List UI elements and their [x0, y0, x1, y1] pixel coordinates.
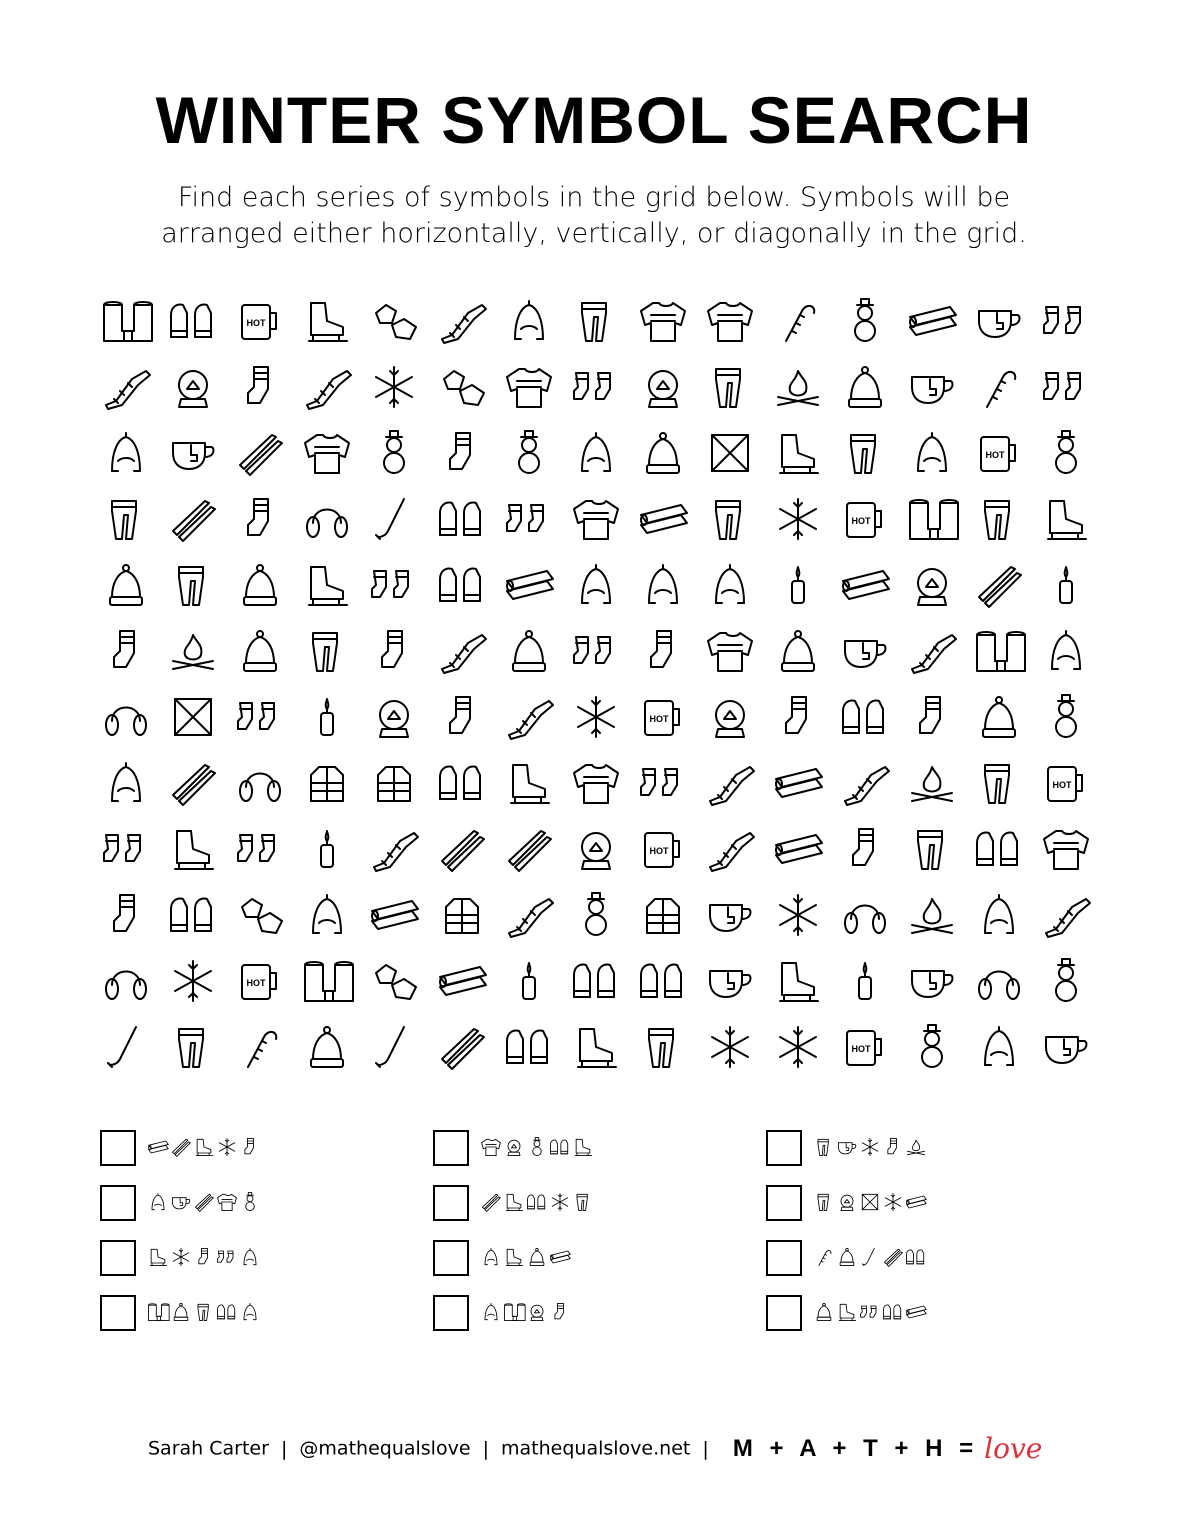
mittens-icon	[881, 1297, 905, 1327]
scarf-icon	[434, 618, 490, 684]
scarf-icon	[702, 750, 758, 816]
sock-icon	[548, 1297, 572, 1327]
skate-icon	[299, 552, 355, 618]
beanie-icon	[169, 1297, 193, 1327]
socks-icon	[501, 486, 557, 552]
checkbox[interactable]	[766, 1185, 802, 1221]
skate-icon	[568, 1014, 624, 1080]
footer-separator: |	[702, 1437, 709, 1460]
snowflake-icon	[770, 1014, 826, 1080]
snowflake-icon	[770, 882, 826, 948]
checkbox[interactable]	[433, 1130, 469, 1166]
logs-icon	[770, 816, 826, 882]
checklist-item	[766, 1130, 1086, 1174]
ice-icon	[366, 948, 422, 1014]
sweater-icon	[702, 288, 758, 354]
earmuffs-icon	[299, 486, 355, 552]
symbol-sequence	[479, 1297, 571, 1329]
checklist-item	[433, 1295, 753, 1339]
checkbox[interactable]	[100, 1130, 136, 1166]
hat-icon	[479, 1242, 503, 1272]
candle-icon	[1038, 552, 1094, 618]
sweater-icon	[479, 1132, 503, 1162]
sock-icon	[98, 882, 154, 948]
socks-icon	[568, 618, 624, 684]
sock-icon	[366, 618, 422, 684]
skate-icon	[165, 816, 221, 882]
boots-icon	[502, 1297, 526, 1327]
candle-icon	[299, 684, 355, 750]
mug-icon	[837, 1014, 893, 1080]
skis-icon	[434, 816, 490, 882]
scarf2-icon	[837, 420, 893, 486]
logs-icon	[904, 1297, 928, 1327]
checkbox[interactable]	[100, 1240, 136, 1276]
instructions-line-2: arranged either horizontally, vertically, or diagonally in the grid.	[161, 218, 1027, 249]
candycane-icon	[770, 288, 826, 354]
fire-icon	[165, 618, 221, 684]
checkbox[interactable]	[766, 1240, 802, 1276]
footer-site: mathequalslove.net	[501, 1437, 691, 1460]
skis-icon	[479, 1187, 503, 1217]
snowflake-icon	[568, 684, 624, 750]
symbol-sequence	[146, 1297, 261, 1329]
cup-icon	[169, 1187, 193, 1217]
beanie-icon	[835, 1242, 859, 1272]
logs-icon	[146, 1132, 170, 1162]
checkbox[interactable]	[100, 1295, 136, 1331]
jacket-icon	[299, 750, 355, 816]
mug-icon	[232, 288, 288, 354]
instructions	[0, 180, 1188, 252]
snowman-icon	[904, 1014, 960, 1080]
symbol-sequence	[812, 1242, 927, 1274]
footer-handle: @mathequalslove	[299, 1437, 471, 1460]
socks-icon	[568, 354, 624, 420]
scarf-icon	[501, 882, 557, 948]
mittens-icon	[525, 1187, 549, 1217]
checkbox[interactable]	[766, 1130, 802, 1166]
sock-icon	[434, 420, 490, 486]
hat-icon	[238, 1242, 262, 1272]
symbol-sequence	[479, 1242, 571, 1274]
mug-icon	[232, 948, 288, 1014]
cup-icon	[837, 618, 893, 684]
checklist-item	[433, 1130, 753, 1174]
beanie-icon	[770, 618, 826, 684]
globe-icon	[835, 1187, 859, 1217]
scarf-icon	[1038, 882, 1094, 948]
snowflake-icon	[215, 1132, 239, 1162]
checkbox[interactable]	[100, 1185, 136, 1221]
boots-icon	[146, 1297, 170, 1327]
sock-icon	[232, 354, 288, 420]
scarf2-icon	[971, 486, 1027, 552]
symbol-sequence	[146, 1187, 261, 1219]
scarf2-icon	[702, 354, 758, 420]
footer	[148, 1432, 1042, 1472]
mittens-icon	[971, 816, 1027, 882]
checklist-item	[100, 1185, 420, 1229]
fire-icon	[770, 354, 826, 420]
checkbox[interactable]	[433, 1185, 469, 1221]
logs-icon	[501, 552, 557, 618]
mug-icon	[635, 684, 691, 750]
mug-icon	[635, 816, 691, 882]
globe-icon	[525, 1297, 549, 1327]
boots-icon	[904, 486, 960, 552]
svg-text:HOT: HOT	[985, 450, 1005, 460]
ice-icon	[232, 882, 288, 948]
svg-text:HOT: HOT	[246, 318, 266, 328]
hat-icon	[971, 882, 1027, 948]
scarf-icon	[98, 354, 154, 420]
hat-icon	[98, 420, 154, 486]
sweater-icon	[568, 750, 624, 816]
snowflake-icon	[858, 1132, 882, 1162]
candycane-icon	[232, 1014, 288, 1080]
skis-icon	[232, 420, 288, 486]
footer-separator: |	[482, 1437, 489, 1460]
footer-author: Sarah Carter	[148, 1437, 269, 1460]
mug-icon	[1038, 750, 1094, 816]
skate-icon	[571, 1132, 595, 1162]
sweater-icon	[702, 618, 758, 684]
scarf2-icon	[571, 1187, 595, 1217]
logs-icon	[770, 750, 826, 816]
symbol-sequence	[146, 1242, 261, 1274]
scarf2-icon	[192, 1297, 216, 1327]
symbol-sequence	[479, 1132, 594, 1164]
scarf2-icon	[904, 816, 960, 882]
cup-icon	[165, 420, 221, 486]
jacket-icon	[434, 882, 490, 948]
scarf-icon	[702, 816, 758, 882]
sock-icon	[904, 684, 960, 750]
candle-icon	[299, 816, 355, 882]
socks-icon	[1038, 288, 1094, 354]
skis-icon	[881, 1242, 905, 1272]
beanie-icon	[971, 684, 1027, 750]
earmuffs-icon	[98, 948, 154, 1014]
globe-icon	[568, 816, 624, 882]
earmuffs-icon	[98, 684, 154, 750]
snowflake-icon	[881, 1187, 905, 1217]
checklist-item	[766, 1295, 1086, 1339]
snowman-icon	[501, 420, 557, 486]
globe-icon	[904, 552, 960, 618]
svg-text:HOT: HOT	[1052, 780, 1072, 790]
skis-icon	[192, 1187, 216, 1217]
brand-love: love	[984, 1432, 1043, 1465]
skate-icon	[146, 1242, 170, 1272]
candle-icon	[770, 552, 826, 618]
socks-icon	[635, 750, 691, 816]
cup-icon	[702, 882, 758, 948]
ice-icon	[434, 354, 490, 420]
mittens-icon	[434, 552, 490, 618]
jacket-icon	[366, 750, 422, 816]
sweater-icon	[568, 486, 624, 552]
globe-icon	[165, 354, 221, 420]
skis-icon	[501, 816, 557, 882]
beanie-icon	[232, 618, 288, 684]
candycane-icon	[812, 1242, 836, 1272]
skis-icon	[434, 1014, 490, 1080]
scarf-icon	[434, 288, 490, 354]
sweater-icon	[501, 354, 557, 420]
hat-icon	[971, 1014, 1027, 1080]
scarf2-icon	[635, 1014, 691, 1080]
logs-icon	[904, 288, 960, 354]
hat-icon	[299, 882, 355, 948]
hat-icon	[501, 288, 557, 354]
mittens-icon	[434, 750, 490, 816]
checklist-item	[100, 1130, 420, 1174]
pillow-icon	[702, 420, 758, 486]
globe-icon	[702, 684, 758, 750]
sweater-icon	[215, 1187, 239, 1217]
snowflake-icon	[548, 1187, 572, 1217]
snowflake-icon	[366, 354, 422, 420]
hat-icon	[98, 750, 154, 816]
checkbox[interactable]	[766, 1295, 802, 1331]
hat-icon	[635, 552, 691, 618]
scarf-icon	[837, 750, 893, 816]
skate-icon	[502, 1242, 526, 1272]
scarf2-icon	[165, 1014, 221, 1080]
svg-text:HOT: HOT	[851, 1044, 871, 1054]
mug-icon	[837, 486, 893, 552]
snowman-icon	[1038, 948, 1094, 1014]
sock-icon	[837, 816, 893, 882]
fire-icon	[904, 882, 960, 948]
hat-icon	[479, 1297, 503, 1327]
logs-icon	[635, 486, 691, 552]
boots-icon	[299, 948, 355, 1014]
mittens-icon	[568, 948, 624, 1014]
skate-icon	[299, 288, 355, 354]
socks-icon	[232, 816, 288, 882]
checklist-item	[433, 1185, 753, 1229]
fire-icon	[904, 750, 960, 816]
scarf-icon	[501, 684, 557, 750]
skis-icon	[165, 486, 221, 552]
scarf2-icon	[971, 750, 1027, 816]
sock-icon	[98, 618, 154, 684]
beanie-icon	[501, 618, 557, 684]
checkbox[interactable]	[433, 1295, 469, 1331]
cup-icon	[1038, 1014, 1094, 1080]
checklist-item	[433, 1240, 753, 1284]
beanie-icon	[525, 1242, 549, 1272]
checkbox[interactable]	[433, 1240, 469, 1276]
skis-icon	[971, 552, 1027, 618]
earmuffs-icon	[232, 750, 288, 816]
globe-icon	[366, 684, 422, 750]
cup-icon	[971, 288, 1027, 354]
snowflake-icon	[169, 1242, 193, 1272]
socks-icon	[858, 1297, 882, 1327]
socks-icon	[232, 684, 288, 750]
logs-icon	[837, 552, 893, 618]
checklist-item	[100, 1240, 420, 1284]
page-title: WINTER SYMBOL SEARCH	[155, 83, 1033, 157]
mittens-icon	[434, 486, 490, 552]
mittens-icon	[837, 684, 893, 750]
mittens-icon	[165, 288, 221, 354]
scarf2-icon	[812, 1132, 836, 1162]
candycane-icon	[971, 354, 1027, 420]
skate-icon	[770, 948, 826, 1014]
earmuffs-icon	[971, 948, 1027, 1014]
scarf2-icon	[812, 1187, 836, 1217]
skate-icon	[192, 1132, 216, 1162]
svg-text:HOT: HOT	[246, 978, 266, 988]
sock-icon	[635, 618, 691, 684]
snowman-icon	[568, 882, 624, 948]
symbol-sequence	[146, 1132, 261, 1164]
socks-icon	[1038, 354, 1094, 420]
cup-icon	[904, 948, 960, 1014]
beanie-icon	[635, 420, 691, 486]
hat-icon	[238, 1297, 262, 1327]
sock-icon	[770, 684, 826, 750]
pillow-icon	[858, 1187, 882, 1217]
symbol-grid	[92, 288, 1100, 1080]
candle-icon	[501, 948, 557, 1014]
checklist-item	[766, 1185, 1086, 1229]
mittens-icon	[548, 1132, 572, 1162]
beanie-icon	[299, 1014, 355, 1080]
ice-icon	[366, 288, 422, 354]
sock-icon	[232, 486, 288, 552]
stick-icon	[366, 1014, 422, 1080]
symbol-sequence	[812, 1297, 927, 1329]
fire-icon	[904, 1132, 928, 1162]
scarf2-icon	[98, 486, 154, 552]
mittens-icon	[635, 948, 691, 1014]
mittens-icon	[904, 1242, 928, 1272]
snowflake-icon	[770, 486, 826, 552]
cup-icon	[702, 948, 758, 1014]
skate-icon	[835, 1297, 859, 1327]
symbol-sequence	[812, 1132, 927, 1164]
checklist-item	[766, 1240, 1086, 1284]
snowman-icon	[1038, 420, 1094, 486]
sock-icon	[192, 1242, 216, 1272]
instructions-line-1: Find each series of symbols in the grid below. Symbols will be	[177, 182, 1011, 213]
boots-icon	[971, 618, 1027, 684]
svg-text:HOT: HOT	[649, 846, 669, 856]
skis-icon	[165, 750, 221, 816]
symbol-sequence	[479, 1187, 594, 1219]
scarf2-icon	[702, 486, 758, 552]
skate-icon	[1038, 486, 1094, 552]
footer-separator: |	[280, 1437, 288, 1460]
stick-icon	[858, 1242, 882, 1272]
pillow-icon	[165, 684, 221, 750]
snowman-icon	[238, 1187, 262, 1217]
socks-icon	[215, 1242, 239, 1272]
boots-icon	[98, 288, 154, 354]
skate-icon	[770, 420, 826, 486]
cup-icon	[904, 354, 960, 420]
brand-logo: M + A + T + H =	[732, 1434, 979, 1462]
logs-icon	[548, 1242, 572, 1272]
skis-icon	[169, 1132, 193, 1162]
globe-icon	[635, 354, 691, 420]
socks-icon	[366, 552, 422, 618]
sweater-icon	[1038, 816, 1094, 882]
hat-icon	[904, 420, 960, 486]
scarf2-icon	[165, 552, 221, 618]
sweater-icon	[635, 288, 691, 354]
hat-icon	[146, 1187, 170, 1217]
skate-icon	[501, 750, 557, 816]
beanie-icon	[232, 552, 288, 618]
beanie-icon	[837, 354, 893, 420]
hat-icon	[568, 420, 624, 486]
hat-icon	[568, 552, 624, 618]
hat-icon	[702, 552, 758, 618]
snowman-icon	[525, 1132, 549, 1162]
svg-text:HOT: HOT	[851, 516, 871, 526]
globe-icon	[502, 1132, 526, 1162]
sweater-icon	[299, 420, 355, 486]
stick-icon	[366, 486, 422, 552]
scarf2-icon	[568, 288, 624, 354]
sock-icon	[881, 1132, 905, 1162]
scarf2-icon	[299, 618, 355, 684]
snowman-icon	[366, 420, 422, 486]
symbol-sequence	[812, 1187, 927, 1219]
scarf-icon	[366, 816, 422, 882]
svg-text:HOT: HOT	[649, 714, 669, 724]
beanie-icon	[98, 552, 154, 618]
symbol-checklist	[100, 1130, 1100, 1350]
earmuffs-icon	[837, 882, 893, 948]
scarf-icon	[299, 354, 355, 420]
stick-icon	[98, 1014, 154, 1080]
candle-icon	[837, 948, 893, 1014]
snowman-icon	[837, 288, 893, 354]
sock-icon	[238, 1132, 262, 1162]
hat-icon	[1038, 618, 1094, 684]
snowman-icon	[1038, 684, 1094, 750]
snowflake-icon	[702, 1014, 758, 1080]
sock-icon	[434, 684, 490, 750]
cup-icon	[835, 1132, 859, 1162]
logs-icon	[904, 1187, 928, 1217]
socks-icon	[98, 816, 154, 882]
mug-icon	[971, 420, 1027, 486]
logs-icon	[366, 882, 422, 948]
logs-icon	[434, 948, 490, 1014]
mittens-icon	[165, 882, 221, 948]
snowflake-icon	[165, 948, 221, 1014]
beanie-icon	[812, 1297, 836, 1327]
skate-icon	[502, 1187, 526, 1217]
checklist-item	[100, 1295, 420, 1339]
scarf-icon	[904, 618, 960, 684]
mittens-icon	[501, 1014, 557, 1080]
jacket-icon	[635, 882, 691, 948]
mittens-icon	[215, 1297, 239, 1327]
